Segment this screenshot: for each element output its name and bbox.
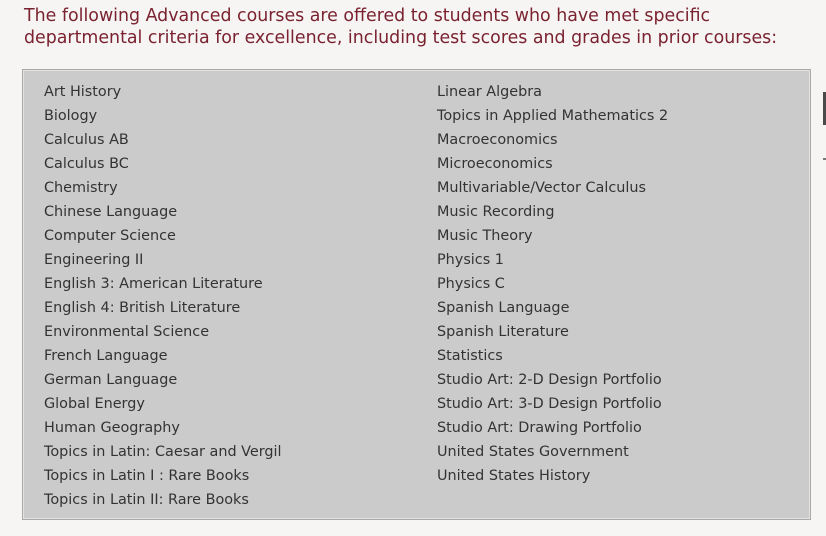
course-item: Topics in Latin: Caesar and Vergil [44,444,282,460]
course-item: Physics 1 [437,252,504,268]
course-item: Calculus BC [44,156,129,172]
course-item: United States Government [437,444,629,460]
course-item: Topics in Applied Mathematics 2 [437,108,669,124]
intro-paragraph: The following Advanced courses are offered to students who have met specific departmental criteria for excellence, including test scores and grades in prior courses: [24,6,778,48]
course-item: Topics in Latin II: Rare Books [44,492,249,508]
course-item: German Language [44,372,178,388]
course-item: Macroeconomics [437,132,558,148]
course-item: English 4: British Literature [44,300,241,316]
course-item: Spanish Literature [437,324,569,340]
course-item: Studio Art: Drawing Portfolio [437,420,642,436]
course-item: Physics C [437,276,505,292]
course-item: Studio Art: 2-D Design Portfolio [437,372,662,388]
course-item: Linear Algebra [437,84,542,100]
course-item: Multivariable/Vector Calculus [437,180,647,196]
course-list-left [44,80,282,512]
course-item: Art History [44,84,122,100]
course-item: Environmental Science [44,324,210,340]
course-item: Topics in Latin I : Rare Books [44,468,250,484]
course-item: Studio Art: 3-D Design Portfolio [437,396,662,412]
course-item: Chinese Language [44,204,178,220]
course-item: Music Theory [437,228,533,244]
course-item: French Language [44,348,168,364]
course-item: Statistics [437,348,503,364]
course-list-right [437,80,668,488]
course-item: Biology [44,108,98,124]
course-item: Calculus AB [44,132,129,148]
course-item: Computer Science [44,228,176,244]
course-item: Global Energy [44,396,145,412]
course-item: English 3: American Literature [44,276,263,292]
course-item: United States History [437,468,591,484]
course-item: Music Recording [437,204,555,220]
course-item: Engineering II [44,252,144,268]
course-item: Spanish Language [437,300,570,316]
course-item: Microeconomics [437,156,553,172]
course-item: Human Geography [44,420,180,436]
course-list-box [22,69,811,520]
course-item: Chemistry [44,180,118,196]
